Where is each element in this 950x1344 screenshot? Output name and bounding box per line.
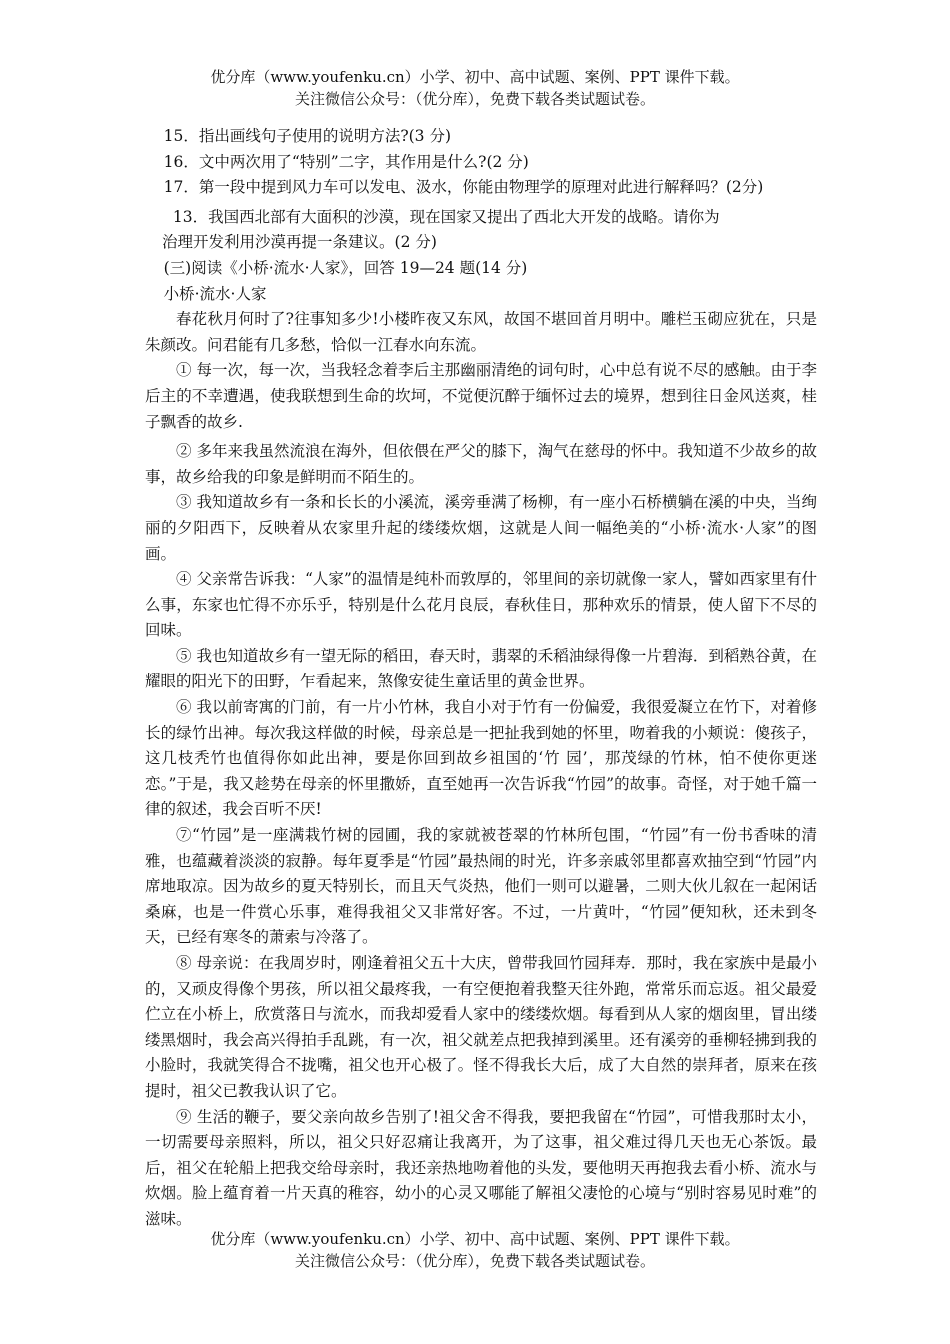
header-line-1: 优分库（www.youfenku.cn）小学、初中、高中试题、案例、PPT 课件下载。 xyxy=(210,68,740,86)
footer-line-2: 关注微信公众号：（优分库），免费下载各类试题试卷。 xyxy=(294,1252,655,1270)
page-header xyxy=(0,66,950,110)
paragraph-4: ④ 父亲常告诉我：“人家”的温情是纯朴而敦厚的，邻里间的亲切就像一家人，譬如西家里有什么事，东家也忙得不亦乐乎，特别是什么花月良辰，春秋佳日，那种欢乐的情景，使人留下不尽的回味。 xyxy=(145,570,817,640)
paragraph-9: ⑨ 生活的鞭子，要父亲向故乡告别了!祖父舍不得我，要把我留在“竹园”，可惜我那时太小，一切需要母亲照料，所以，祖父只好忍痛让我离开，为了这事，祖父难过得几天也无心茶饭。最后，祖父在轮船上把我交给母亲时，我还亲热地吻着他的头发，要他明天再抱我去看小桥、流水与炊烟。脸上蕴育着一片天真的稚容，幼小的心灵又哪能了解祖父凄怆的心境与“别时容易见时难”的滋味。 xyxy=(145,1107,817,1228)
question-13-line-2: 治理开发利用沙漠再提一条建议。(2 分) xyxy=(162,233,437,252)
header-line-2: 关注微信公众号：（优分库），免费下载各类试题试卷。 xyxy=(294,90,655,108)
section-intro: (三)阅读《小桥·流水·人家》，回答 19—24 题(14 分) xyxy=(163,258,528,277)
paragraph-7: ⑦“竹园”是一座满栽竹树的园圃，我的家就被苍翠的竹林所包围，“竹园”有一份书香味的清雅，也蕴藏着淡淡的寂静。每年夏季是“竹园”最热闹的时光，许多亲戚邻里都喜欢抽空到“竹园”内席地取凉。因为故乡的夏天特别长，而且天气炎热，他们一则可以避暑，二则大伙儿叙在一起闲话桑麻，也是一件赏心乐事，难得我祖父又非常好客。不过，一片黄叶，“竹园”便知秋，还未到冬天，已经有寒冬的萧索与冷落了。 xyxy=(145,826,817,947)
question-15: 15．指出画线句子使用的说明方法?(3 分) xyxy=(163,127,452,145)
document-body xyxy=(145,124,817,1233)
paragraph-6: ⑥ 我以前寄寓的门前，有一片小竹林，我自小对于竹有一份偏爱，我很爱凝立在竹下，对着修长的绿竹出神。每次我这样做的时候，母亲总是一把扯我到她的怀里，吻着我的小颊说：傻孩子，这几枝秃竹也值得你如此出神，要是你回到故乡祖国的‘竹 园’，那茂绿的竹林，怕不使你更迷恋。”于是，我又趁势在母亲的怀里撒娇，直至她再一次告诉我“竹园”的故事。奇怪，对于她千篇一律的叙述，我会百听不厌! xyxy=(145,698,817,819)
article-title: 小桥·流水·人家 xyxy=(163,284,267,303)
paragraph-1: ① 每一次，每一次，当我轻念着李后主那幽丽清绝的词句时，心中总有说不尽的感触。由于李后主的不幸遭遇，使我联想到生命的坎坷，不觉便沉醉于缅怀过去的境界，想到往日金风送爽，桂子飘香的故乡. xyxy=(145,361,817,431)
question-17: 17．第一段中提到风力车可以发电、汲水，你能由物理学的原理对此进行解释吗？(2分) xyxy=(163,178,764,197)
footer-line-1: 优分库（www.youfenku.cn）小学、初中、高中试题、案例、PPT 课件下载。 xyxy=(210,1230,740,1248)
page-footer xyxy=(0,1228,950,1272)
paragraph-3: ③ 我知道故乡有一条和长长的小溪流，溪旁垂满了杨柳，有一座小石桥横躺在溪的中央，当绚丽的夕阳西下，反映着从农家里升起的缕缕炊烟，这就是人间一幅绝美的“小桥·流水·人家”的图画。 xyxy=(145,493,817,563)
paragraph-2: ② 多年来我虽然流浪在海外，但依偎在严父的膝下，淘气在慈母的怀中。我知道不少故乡的故事，故乡给我的印象是鲜明而不陌生的。 xyxy=(145,442,817,486)
question-13-line-1: 13．我国西北部有大面积的沙漠，现在国家又提出了西北大开发的战略。请你为 xyxy=(172,207,720,226)
poem-paragraph: 春花秋月何时了?往事知多少!小楼昨夜又东风，故国不堪回首月明中。雕栏玉砌应犹在，只是朱颜改。问君能有几多愁，恰似一江春水向东流。 xyxy=(145,310,817,354)
paragraph-5: ⑤ 我也知道故乡有一望无际的稻田，春天时，翡翠的禾稻油绿得像一片碧海．到稻熟谷黄，在耀眼的阳光下的田野，乍看起来，煞像安徒生童话里的黄金世界。 xyxy=(145,646,817,691)
question-16: 16．文中两次用了“特别”二字，其作用是什么?(2 分) xyxy=(163,152,529,171)
paragraph-8: ⑧ 母亲说：在我周岁时，刚逢着祖父五十大庆，曾带我回竹园拜寿．那时，我在家族中是最小的，又顽皮得像个男孩，所以祖父最疼我，一有空便抱着我整天往外跑，常常乐而忘返。祖父最爱伫立在小桥上，欣赏落日与流水，而我却爱看人家中的缕缕炊烟。每看到从人家的烟囱里，冒出缕缕黑烟时，我会高兴得拍手乱跳，有一次，祖父就差点把我掉到溪里。还有溪旁的垂柳轻拂到我的小脸时，我就笑得合不拢嘴，祖父也开心极了。怪不得我长大后，成了大自然的崇拜者，原来在孩提时，祖父已教我认识了它。 xyxy=(145,954,817,1100)
